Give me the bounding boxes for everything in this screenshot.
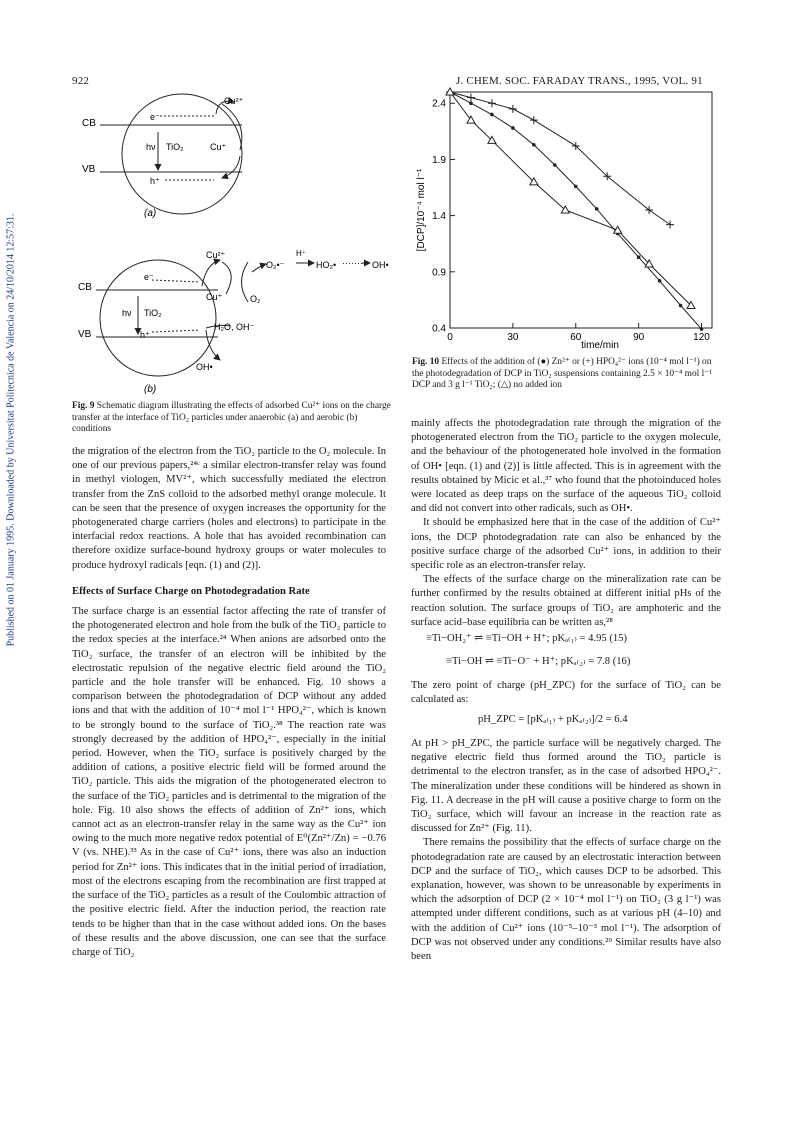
panel-b-hplus: H⁺ (296, 249, 306, 258)
data-point-hpo4 (467, 94, 475, 102)
data-point-zn (490, 113, 494, 117)
panel-b-electron: e⁻ (144, 272, 154, 282)
panel-a-cu: Cu⁺ (210, 142, 227, 152)
panel-b-o2-radical: O₂•⁻ (266, 260, 285, 270)
panel-b-oh-right: OH• (372, 260, 389, 270)
left-paragraph-1: the migration of the electron from the TiO₂ particle to the O₂ molecule. In one of our previous papers,²⁴ᶜ a similar electron-transfer relay was found in methyl viologen, MV²⁺, which successfully mediated the electron transfer from the ZnS colloid to the adsorbed methyl orange molecule. It can be seen that the presence of oxygen increases the opportunity for the photogenerated charge carriers (holes and electrons) to participate in the interfacial redox reactions. A hole that has avoided recombination can therefore oxidize surface-bound hydroxy groups or water molecules to produce hydroxyl radicals [eqn. (1) and (2)]. (72, 446, 386, 571)
panel-b-cb: CB (78, 282, 92, 293)
left-column (72, 445, 386, 960)
series-line-circle (450, 92, 702, 329)
panel-b-tio2: TiO₂ (144, 308, 162, 318)
panel-b-oh-bottom: OH• (196, 362, 213, 372)
panel-a-cu2: Cu²⁺ (224, 96, 244, 106)
panel-a-vb: VB (82, 164, 96, 175)
panel-a-tio2: TiO₂ (166, 142, 184, 152)
data-point-zn (574, 185, 578, 189)
x-tick-label: 90 (633, 332, 645, 343)
panel-a-hv: hν (146, 142, 156, 152)
right-paragraph-4: The zero point of charge (pH_ZPC) for the surface of TiO₂ can be calculated as: (411, 680, 721, 706)
equation-15: ≡Ti−OH₂⁺ ⇌ ≡Ti−OH + H⁺; pKₐ₍₁₎ = 4.95 (15) (426, 633, 627, 644)
panel-b-dots: ········· (342, 258, 369, 268)
right-column-lower (411, 737, 721, 964)
panel-b-ho2: HO₂• (316, 260, 337, 270)
data-point-zn (700, 327, 704, 331)
panel-a-schematic (100, 94, 242, 214)
data-point-zn (511, 126, 515, 130)
panel-a-hole: h⁺ (150, 176, 160, 186)
x-axis-label: time/min (581, 340, 619, 351)
panel-b-o2: O₂ (250, 294, 261, 304)
data-point-none (467, 116, 475, 123)
x-tick-label: 60 (570, 332, 582, 343)
data-point-zn (637, 255, 641, 259)
right-column-zpc-intro (411, 679, 721, 707)
panel-b-label: (b) (144, 384, 157, 395)
panel-b-schematic (96, 260, 370, 376)
data-point-hpo4 (488, 99, 496, 107)
right-paragraph-6: There remains the possibility that the effects of surface charge on the photodegradation rate are caused by an electrostatic interaction between DCP and the surface of TiO₂, which causes DCP to be adsorbed. This explanation, however, was shown to be unreasonable by experiments in which the adsorption of DCP (2 × 10⁻⁴ mol l⁻¹) on TiO₂ (3 g l⁻¹) was attempted under different conditions, such as at various pH (4–10) and with the addition of Cu²⁺ ions (10⁻⁵–10⁻³ mol l⁻¹). The adsorption of DCP was not observed under any conditions.²⁹ Similar results have also been (411, 837, 721, 963)
panel-b-vb: VB (78, 329, 92, 340)
x-tick-label: 0 (447, 332, 453, 343)
plot-frame (450, 92, 712, 328)
download-note (3, 190, 19, 670)
figure-9-caption-text: Schematic diagram illustrating the effects of adsorbed Cu²⁺ ions on the charge transfer at the interface of TiO₂ particles under anaerobic (a) and aerobic (b) conditions (72, 401, 391, 435)
figure-10-caption-text: Effects of the addition of (●) Zn²⁺ or (+) HPO₄²⁻ ions (10⁻⁴ mol l⁻¹) on the photodegradation of DCP in TiO₂ suspensions containing 2.5 × 10⁻⁴ mol l⁻¹ DCP and 3 g l⁻¹ TiO₂; (△) no added ion (412, 357, 712, 391)
data-point-hpo4 (666, 221, 674, 229)
figure-10-caption (412, 357, 720, 392)
figure-10-chart (408, 86, 720, 356)
right-paragraph-5: At pH > pH_ZPC, the particle surface will be negatively charged. The negative electric field thus formed around the TiO₂ particle is detrimental to the electron transfer, as in the case of adsorbed HPO₄²⁻. The mineralization under these conditions will be hindered as shown in Fig. 11. A decrease in the pH will cause a positive charge to form on the TiO₂ surface, which will favour an increase in the reaction rate as discussed for Zn²⁺ (Fig. 11). (411, 738, 721, 835)
right-paragraph-2: It should be emphasized here that in the case of the addition of Cu²⁺ ions, the DCP photodegradation rate can also be enhanced by the positive surface charge of the adsorbed Cu²⁺ ions, in addition to their specific role as an electron-transfer relay. (411, 517, 721, 572)
right-paragraph-3: The effects of the surface charge on the mineralization rate can be further confirmed by the results obtained at different initial pHs of the reaction solution. The surface groups of TiO₂ are amphoteric and the surface acid–base equilibria can be written as,²⁸ (411, 574, 721, 628)
data-point-hpo4 (509, 105, 517, 113)
x-tick-label: 30 (507, 332, 519, 343)
section-heading: Effects of Surface Charge on Photodegradation Rate (72, 585, 310, 597)
y-tick-label: 1.4 (432, 211, 446, 223)
panel-b-hv: hν (122, 308, 132, 318)
data-point-zn (469, 101, 473, 105)
right-paragraph-1: mainly affects the photodegradation rate through the migration of the photogenerated electron from the TiO₂ particle to the oxygen molecule, and the behaviour of the photogenerated hole involved in the formation of OH• [eqn. (1) and (2)] is little affected. This is in agreement with the results obtained by Micic et al.,³⁷ who found that the photoinduced holes were located as deep traps on the surface of the aqueous TiO₂ colloid and did not convert into other radicals, such as OH•. (411, 418, 721, 515)
data-point-hpo4 (530, 116, 538, 124)
y-tick-label: 2.4 (432, 98, 446, 110)
equation-zpc: pH_ZPC = [pKₐ₍₁₎ + pKₐ₍₂₎]/2 = 6.4 (478, 714, 628, 725)
panel-b-cu: Cu⁺ (206, 292, 223, 302)
figure-10-caption-label: Fig. 10 (412, 357, 440, 367)
figure-9-diagram (70, 92, 400, 397)
left-paragraph-2: The surface charge is an essential factor affecting the rate of transfer of the photogenerated electron and hole from the bulk of the TiO₂ particle to the redox species at the interface.²⁴ When anions are adsorbed onto the TiO₂ surface, the transfer of an electron will be inhibited by the electrostatic repulsion of the negative electric field around the TiO₂ particle and the hole transfer will be enhanced. Fig. 10 shows a comparison between the photodegradation of DCP without any added ions and that with the addition of 10⁻⁴ mol l⁻¹ HPO₄²⁻, which is known to be strongly bound to the surface of TiO₂.³⁸ The reaction rate was strongly decreased by the addition of HPO₄²⁻, especially in the initial period. However, when the TiO₂ surface is positively charged by the addition of cations, a positive electric field will be formed around the TiO₂ particle. This aids the migration of the photogenerated electron to the surface of the TiO₂ particles and is detrimental to the migration of the hole. Fig. 10 also shows the effects of addition of Zn²⁺ ions, which cannot act as an electron-transfer relay in the same way as the Cu²⁺ ion owing to the much more negative redox potential of E⁰(Zn²⁺/Zn) = −0.76 V (vs. NHE).³³ As in the case of Cu²⁺ ions, there was also an induction period for Zn²⁺ ions. This indicates that in the initial period of irradiation, most of the electrons escaping from the recombination are first trapped at the surface of the TiO₂ particles as a result of the Coulombic attraction of the positive electric field. After the induction period, the reaction rate tends to be higher than that in the case without added ions. On the bases of these results and the above discussion, one can see that the surface charge of TiO₂ (72, 606, 386, 958)
panel-b-hole: h⁺ (140, 330, 150, 340)
x-tick-label: 120 (693, 332, 710, 343)
y-tick-label: 1.9 (432, 154, 446, 166)
journal-header: J. CHEM. SOC. FARADAY TRANS., 1995, VOL. 91 (456, 75, 703, 87)
panel-a-electron: e⁻ (150, 112, 160, 122)
equation-16: ≡Ti−OH ⇌ ≡Ti−O⁻ + H⁺; pKₐ₍₂₎ = 7.8 (16) (446, 656, 631, 667)
panel-b-h2o: H₂O, OH⁻ (214, 322, 255, 332)
data-point-zn (553, 163, 557, 167)
right-column (411, 417, 721, 630)
y-tick-label: 0.9 (432, 267, 446, 279)
data-point-zn (679, 304, 683, 308)
panel-a-cb: CB (82, 118, 96, 129)
download-note-text: Published on 01 January 1995. Downloaded by Universitat Politecnica de Valencia on 24/10/2014 12:57:31. (5, 213, 17, 647)
y-tick-label: 0.4 (432, 323, 446, 335)
figure-9-caption (72, 401, 392, 436)
y-axis-label: [DCP]/10⁻⁴ mol l⁻¹ (416, 168, 427, 252)
series-line-triangle (450, 92, 691, 306)
data-point-zn (658, 279, 662, 283)
figure-9-caption-label: Fig. 9 (72, 401, 95, 411)
data-point-zn (595, 207, 599, 211)
panel-b-cu2: Cu²⁺ (206, 250, 226, 260)
data-point-zn (532, 143, 536, 147)
page-number: 922 (72, 75, 90, 87)
panel-a-label: (a) (144, 208, 157, 219)
